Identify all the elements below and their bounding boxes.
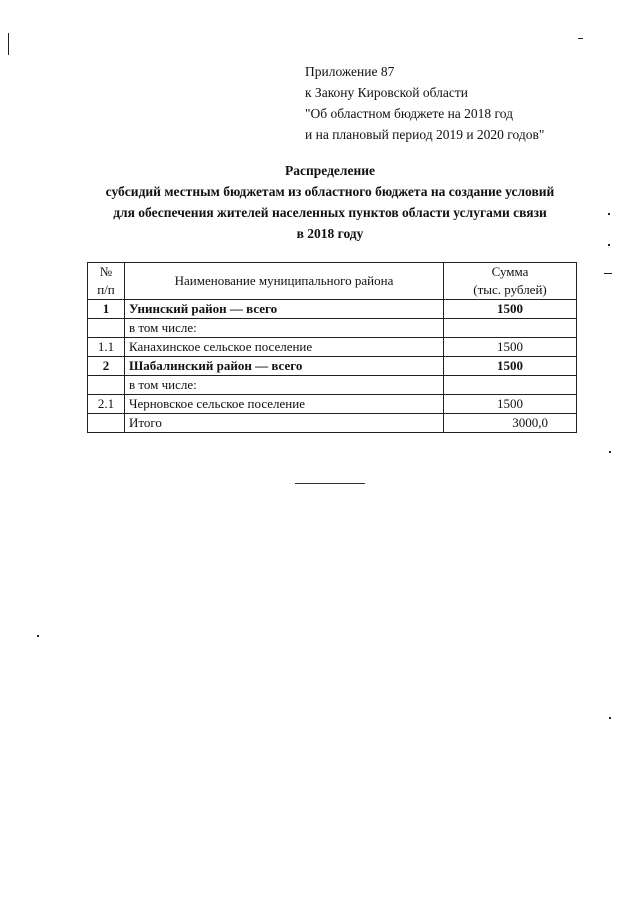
scan-mark xyxy=(608,244,610,246)
title-line: субсидий местным бюджетам из областного бюджета на создание условий xyxy=(105,184,555,199)
separator-line xyxy=(295,483,365,484)
row-num: 2.1 xyxy=(88,395,125,414)
row-num xyxy=(88,319,125,338)
row-sum xyxy=(444,319,577,338)
document-title xyxy=(60,160,600,244)
row-sum: 1500 xyxy=(444,395,577,414)
scan-mark xyxy=(604,273,612,274)
appendix-line: и на плановый период 2019 и 2020 годов" xyxy=(305,127,545,142)
scan-mark xyxy=(609,451,611,453)
appendix-line: к Закону Кировской области xyxy=(305,85,469,100)
scan-mark xyxy=(609,717,611,719)
row-sum: 1500 xyxy=(444,300,577,319)
row-name: Итого xyxy=(125,414,444,433)
header-name: Наименование муниципального района xyxy=(125,263,444,300)
row-num xyxy=(88,414,125,433)
scan-mark xyxy=(37,635,39,637)
appendix-line: Приложение 87 xyxy=(305,64,395,79)
row-sum xyxy=(444,376,577,395)
header-sum-line1: Сумма xyxy=(491,264,529,279)
appendix-block xyxy=(305,61,544,145)
row-name: в том числе: xyxy=(125,319,444,338)
table-total-row xyxy=(88,414,577,433)
title-line: для обеспечения жителей населенных пунктов области услугами связи xyxy=(113,205,547,220)
table-row xyxy=(88,357,577,376)
row-name: в том числе: xyxy=(125,376,444,395)
row-name: Шабалинский район — всего xyxy=(125,357,444,376)
row-sum: 1500 xyxy=(444,357,577,376)
header-sum-line2: (тыс. рублей) xyxy=(473,282,547,297)
table-row xyxy=(88,395,577,414)
row-sum: 3000,0 xyxy=(444,414,577,433)
row-name: Унинский район — всего xyxy=(125,300,444,319)
row-sum: 1500 xyxy=(444,338,577,357)
table-header-row xyxy=(88,263,577,300)
header-sum xyxy=(444,263,577,300)
subsidy-table xyxy=(87,262,577,433)
table-row xyxy=(88,319,577,338)
row-num: 2 xyxy=(88,357,125,376)
scan-mark xyxy=(608,213,610,215)
header-num-line2: п/п xyxy=(97,282,115,297)
table-row xyxy=(88,300,577,319)
row-num: 1.1 xyxy=(88,338,125,357)
header-num-line1: № xyxy=(99,264,113,279)
scan-mark xyxy=(578,38,583,39)
appendix-line: "Об областном бюджете на 2018 год xyxy=(305,106,513,121)
title-line: Распределение xyxy=(284,163,376,178)
row-name: Канахинское сельское поселение xyxy=(125,338,444,357)
row-name: Черновское сельское поселение xyxy=(125,395,444,414)
title-line: в 2018 году xyxy=(296,226,364,241)
header-num xyxy=(88,263,125,300)
row-num xyxy=(88,376,125,395)
table-row xyxy=(88,338,577,357)
table-row xyxy=(88,376,577,395)
row-num: 1 xyxy=(88,300,125,319)
scan-mark xyxy=(8,33,9,55)
